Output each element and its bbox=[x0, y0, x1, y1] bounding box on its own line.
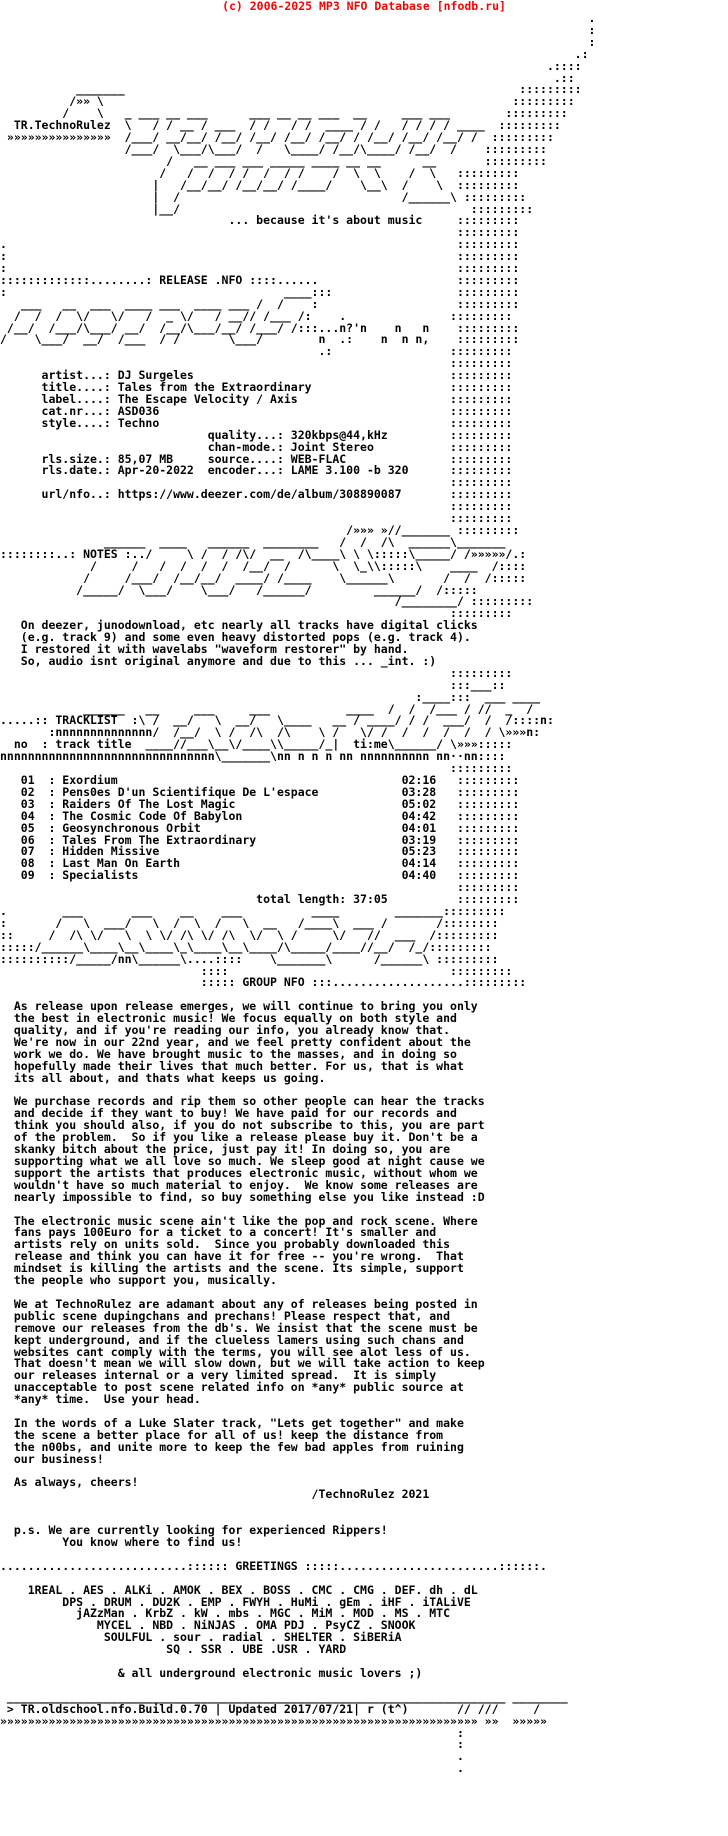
copyright-link[interactable]: (c) 2006-2025 MP3 NFO Database [nfodb.ru] bbox=[222, 0, 506, 13]
nfo-content: . : : .: .:::: .:: _______ ::::::::: /»» \ ::::::::: / \ _ ___ __ ___ ___ __ __ ___ __ ___ ___ ::::::::: TR.TechnoRulez \ / / __ / ___ / / / / ____ / / / / / / ____ ::::::::: »»»»»»»»»»»»»»» /___/ __/__/ /__/ /__/ /__/ /__/ / /__/ /__/ /__/ / ::::::::: /___/ \___/\___/ / \____/ /__/\____/ /__/ / ::::::::: / __ ___ ___ _____ ____ __ __ __ ::::::::: / / / / / / / / / \ \ / \ ::::::::: | /__/__/ /__/__/ /____/ \__\ / \ ::::::::: | / /______\ ::::::::: |__/ ::::::::: ... because it's about music ::::::::: ::::::::: . ::::::::: : ::::::::: : ::::::::: :::::::::::::........: RELEASE .NFO ::::...... ::::::::: : ____::: ::::::::: ___ __ ___ ____ ___ ____ ___ / / : ::::::::: / / / \/ \/ / _ \/ / __// /___ /: . ::::::::: /__/ /___/\___/ __/ /__/\___/__/ /___/ /:::...n?'n n n ::::::::: / \___/ __/ /___ / / \___/ n .: n n n, ::::::::: .: ::::::::: ::::::::: artist...: DJ Surgeles ::::::::: title....: Tales from the Extraordinary ::::::::: label....: The Escape Velocity / Axis ::::::::: cat.nr...: ASD036 ::::::::: style....: Techno ::::::::: quality...: 320kbps@44,kHz ::::::::: chan-mode.: Joint Stereo ::::::::: rls.size.: 85,07 MB source....: WEB-FLAC ::::::::: rls.date.: Apr-20-2022 encoder...: LAME 3.100 -b 320 ::::::::: ::::::::: url/nfo..: https://www.deezer.com/de/album/308890087 ::::::::: ::::::::: ::::::::: /»»» »//_______ ::::::::: ______ ____ ______ ________ / / /\ ______\_______ ::::::::..: NOTES :../ \ / / /\/ __ /\____\ \ \:::::\_____/ /»»»»»/.: / / / / / / /__/ / \ \_\\:::::\ ____ /:::: / /___/ /__/__/ ____/ /____ \______\ / / /::::: /_____/ \___/ \___/ /______/ ______/ /::::: /________/ ::::::::: ::::::::: On deezer, junodownload, etc nearly all tracks have digital clicks (e.g. track 9) and some even heavy distorted pops (e.g. track 4). I restored it with wavelabs "waveform restorer" by hand. So, audio isnt original anymore and due to this ... _int. :) ::::::::: :::___:: :____::: ___ ____ ______ __ ___ ___ ____ / / /___ / // _ / .....:: TRACKLIST :\ / __/ \ __/ \____ __ / ____/ / / ___/ / /::::n: :nnnnnnnnnnnnnn/ /__/ \ / /\ /\ \ / \/ / / / / / / \»»»n: no : track title ____//___\__\/____\\_____/_| ti:me\______/ \»»»::::: nnnnnnnnnnnnnnnnnnnnnnnnnnnnnnn\_______\nn n n n nn nnnnnnnnnn nn··nn:::: ::::::::: 01 : Exordium 02:16 ::::::::: 02 : Pens0es D'un Scientifique De L'espace 03:28 ::::::::: 03 : Raiders Of The Lost Magic 05:02 ::::::::: 04 : The Cosmic Code Of Babylon 04:42 ::::::::: 05 : Geosynchronous Orbit 04:01 ::::::::: 06 : Tales From The Extraordinary 03:19 ::::::::: 07 : Hidden Missive 05:23 ::::::::: 08 : Last Man On Earth 04:14 ::::::::: 09 : Specialists 04:40 ::::::::: ::::::::: total length: 37:05 ::::::::: . ___ ___ __ ___ ____ _______::::::::: : / \ ___/ \ / \ / \ __ /____\ ___ / /:::::::: :: / /\ \/ \ \ \/ /\ \/ /\ \/ \ / \/ // ___ /::::::::: :::::/______\____\__\____\_\____\__\____/\_____/____//__/ /_/::::::::: ::::::::::/_____/nn\______\....:::: \_______\ /______\ ::::::::: :::: ::::::::: ::::: GROUP NFO :::...................::::::::: As release upon release emerges, we will continue to bring you only the best in electronic music! We focus equally on both style and quality, and if you're reading our info, you already know that. We're now in our 22nd year, and we feel pretty confident about the work we do. We have brought music to the masses, and in doing so hopefully made their lives that much better. For us, that is what its all about, and thats what keeps us going. We purchase records and rip them so other people can hear the tracks and decide if they want to buy! We have paid for our records and think you should also, if you do not subscribe to this, you are part of the problem. So if you like a release please buy it. Don't be a skanky bitch about the price, just pay it! In doing so, you are supporting what we all love so much. We sleep good at night cause we support the artists that produces electronic music, without whom we wouldn't have so much material to enjoy. We know some releases are nearly impossible to find, so buy something else you like instead :D The electronic music scene ain't like the pop and rock scene. Where fans pays 100Euro for a ticket to a concert! It's smaller and artists rely on units sold. Since you probably downloaded this release and think you can have it for free -- you're wrong. That mindset is killing the artists and the scene. Its simple, support the people who support you, musically. We at TechnoRulez are adamant about any of releases being posted in public scene dupingchans and prechans! Please respect that, and remove our releases from the db's. We insist that the scene must be kept underground, and if the clueless lamers using such chans and websites cant comply with the terms, you will see alot less of us. That doesn't mean we will slow down, but we will take action to keep our releases internal or a very limited spread. It is simply unacceptable to post scene related info on *any* public source at *any* time. Use your head. In the words of a Luke Slater track, "Lets get together" and make the scene a better place for all of us! keep the distance from the n00bs, and unite more to keep the few bad apples from ruining our business! As always, cheers! /TechnoRulez 2021 p.s. We are currently looking for experienced Rippers! You know where to find us! ...........................:::::: GREETINGS :::::.......................::::::. 1REAL . AES . ALKi . AMOK . BEX . BOSS . CMC . CMG . DEF. dh . dL DPS . DRUM . DU2K . EMP . FWYH . HuMi . gEm . iHF . iTALiVE jAZzMan . KrbZ . kW . mbs . MGC . MiM . MOD . MS . MTC MYCEL . NBD . NiNJAS . OMA PDJ . PsyCZ . SNOOK SOULFUL . sour . radial . SHELTER . SiBERiA SQ . SSR . UBE .USR . YARD & all underground electronic music lovers ;) ________________________________________________________________________ ________ > TR.oldschool.nfo.Build.0.70 | Updated 2017/07/21| r (t^) // /// / »»»»»»»»»»»»»»»»»»»»»»»»»»»»»»»»»»»»»»»»»»»»»»»»»»»»»»»»»»»»»»»»»»»»» »» »»»»» : : . . bbox=[0, 11, 596, 1776]
